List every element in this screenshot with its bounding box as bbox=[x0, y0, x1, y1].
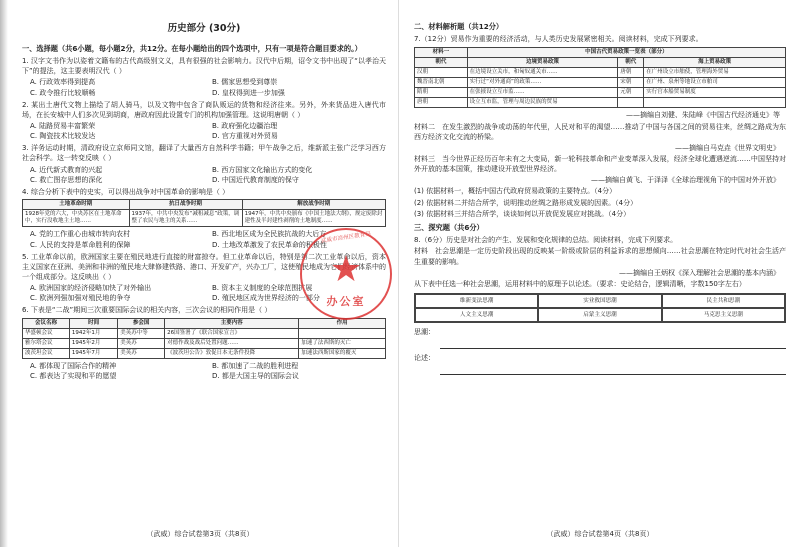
question-7-stem: 7.（12分）贸易作为重要的经济活动，与人类历史发展紧密相关。阅读材料，完成下列要求。 bbox=[414, 35, 703, 44]
question-3 bbox=[22, 143, 386, 185]
table-header: 海上贸易政策 bbox=[644, 57, 786, 67]
table-cell: 实行官本船贸易制度 bbox=[644, 88, 786, 98]
option[interactable]: A. 近代新式教育的兴起 bbox=[30, 165, 103, 174]
question-6-options bbox=[22, 361, 386, 381]
table-cell: 1945年2月 bbox=[69, 338, 117, 348]
option[interactable]: C. 陶瓷技术比较发达 bbox=[30, 132, 96, 141]
question-5-stem: 5. 工业革命以前，欧洲国家主要在殖民地进行直接的财富掠夺。但工业革命以后，特别是第二次工业革命以后，资本主义国家在亚洲、美洲和非洲的殖民地大肆修建铁路、港口、开发矿产，兴办工厂，这使殖民地成为它们经济体系中的一个组成部分。这反映出（ ） bbox=[22, 252, 386, 282]
table-header: 时间 bbox=[69, 318, 117, 328]
table-header: 朝代 bbox=[618, 57, 644, 67]
option[interactable]: A. 都体现了国际合作的精神 bbox=[30, 362, 117, 371]
table-header: 会议名称 bbox=[23, 318, 70, 328]
table-cell: 《波茨坦公告》敦促日本无条件投降 bbox=[165, 349, 299, 359]
option[interactable]: D. 土地改革激发了农民革命的积极性 bbox=[212, 240, 327, 249]
question-1-options bbox=[22, 77, 386, 97]
table-header: 抗日战争时期 bbox=[129, 200, 242, 210]
table-caption: 中国古代贸易政策一览表（部分） bbox=[467, 47, 785, 57]
table-cell: 雅尔塔会议 bbox=[23, 338, 70, 348]
question-6-table bbox=[22, 318, 386, 360]
question-8-stem: 8.（6分）历史是对社会的产生、发展和变化规律的总结。阅读材料，完成下列要求。 bbox=[414, 236, 678, 245]
option[interactable]: D. 官方重视对外贸易 bbox=[212, 132, 278, 141]
table-cell: 加速法西斯国家的覆灭 bbox=[299, 349, 386, 359]
material-source: ——摘编自王炳权《深入理解社会思潮的基本内涵》 bbox=[619, 268, 780, 277]
option[interactable]: A. 党的工作重心由城市转向农村 bbox=[30, 230, 131, 239]
table-cell: 美英苏 bbox=[118, 349, 165, 359]
material-3: 材料三 当今世界正经历百年未有之大变局，新一轮科技革命和产业变革深入发展，经济全球化遭遇逆流……中国坚持对外开放的基本国策，推动建设开放型世界经济。 bbox=[414, 154, 786, 174]
table-cell: 26国签署了《联合国家宣言》 bbox=[165, 328, 299, 338]
option[interactable]: C. 人民的支持是革命胜利的保障 bbox=[30, 240, 131, 249]
seal-bottom-text: 办公室 bbox=[326, 295, 366, 308]
material-source: ——摘编自黄飞、于泽泽《全球治理视角下的中国对外开放》 bbox=[591, 176, 780, 185]
grid-cell: 实业救国思潮 bbox=[538, 294, 661, 308]
table-row bbox=[23, 349, 386, 359]
table-cell: 设立互市监，管理与周边民族的贸易 bbox=[467, 98, 618, 108]
table-cell: 元朝 bbox=[618, 88, 644, 98]
option[interactable]: B. 儒家思想受到尊崇 bbox=[212, 78, 278, 87]
table-cell: 唐朝 bbox=[415, 98, 468, 108]
option[interactable]: B. 西方国家文化输出方式的变化 bbox=[212, 165, 313, 174]
table-cell: 1942年1月 bbox=[69, 328, 117, 338]
grid-cell: 启蒙主义思潮 bbox=[538, 308, 661, 322]
question-1 bbox=[22, 56, 386, 98]
official-seal bbox=[300, 228, 392, 320]
option[interactable]: C. 欧洲列强加强对殖民地的争夺 bbox=[30, 294, 131, 303]
table-header: 朝代 bbox=[415, 57, 468, 67]
option[interactable]: D. 都是大国主导的国际会议 bbox=[212, 372, 299, 381]
table-cell: 加速了法西斯的灭亡 bbox=[299, 338, 386, 348]
material-2: 材料二 在发生激烈的战争或动荡的年代里，人民对和平的渴望……推动了中国与各国之间的贸易往来，丝绸之路成为东西方经济文化交流的桥梁。 bbox=[414, 122, 786, 141]
table-cell: 在张掖设立互市监…… bbox=[467, 88, 618, 98]
table-header: 边境贸易政策 bbox=[467, 57, 618, 67]
option[interactable]: B. 资本主义制度的全球范围扩展 bbox=[212, 284, 313, 293]
question-2-options bbox=[22, 121, 386, 141]
option[interactable]: C. 都表达了实现和平的愿望 bbox=[30, 372, 117, 381]
question-6-stem: 6. 下表是“二战”期间三次重要国际会议的相关内容，三次会议的相同作用是（ ） bbox=[22, 306, 272, 315]
table-cell: 隋朝 bbox=[415, 88, 468, 98]
table-cell: 1928年党的六大，中央苏区在土地革命中，实行没收地主土地…… bbox=[23, 210, 130, 227]
trade-policy-table bbox=[414, 47, 786, 109]
question-1-stem: 1. 汉字文书作为以姿着文籍布的古代高级别文义，具有很强的社会影响力。汉代中后期，诏令文书中出现了“以孝治天下”的提法，这主要表明汉代（ ） bbox=[22, 57, 386, 76]
material-label: 材料一 bbox=[415, 47, 468, 57]
table-row bbox=[415, 88, 786, 98]
option[interactable]: A. 行政效率得到提高 bbox=[30, 78, 96, 87]
table-cell: 1945年7月 bbox=[69, 349, 117, 359]
option[interactable]: D. 皇权得到进一步加强 bbox=[212, 88, 285, 97]
option[interactable]: C. 政令推行比较顺畅 bbox=[30, 88, 96, 97]
grid-cell: 民主共和思潮 bbox=[662, 294, 785, 308]
table-row bbox=[415, 78, 786, 88]
page-footer: （武威）综合试卷第4页（共8页） bbox=[546, 529, 654, 538]
table-cell: 1947年，中共中央颁布《中国土地法大纲》，规定废除封建性及半封建性剥削的土地制度…… bbox=[242, 210, 385, 227]
table-row bbox=[23, 338, 386, 348]
table-cell: 美英苏中等 bbox=[118, 328, 165, 338]
table-header: 主要内容 bbox=[165, 318, 299, 328]
right-page bbox=[400, 0, 800, 547]
table-cell: 对德作战及战后处置问题…… bbox=[165, 338, 299, 348]
table-cell: 汉朝 bbox=[415, 67, 468, 77]
answer-line[interactable] bbox=[440, 339, 786, 349]
material-source: ——摘编自刘健、朱陆峰《中国古代经济通史》等 bbox=[626, 111, 780, 120]
answer-label: 论述： bbox=[414, 354, 435, 363]
table-header: 解放战争时期 bbox=[242, 200, 385, 210]
option[interactable]: B. 都加速了二战的胜利进程 bbox=[212, 362, 299, 371]
table-cell bbox=[644, 98, 786, 108]
option[interactable]: A. 陆路贸易丰富繁荣 bbox=[30, 122, 96, 131]
thought-trend-grid bbox=[414, 293, 786, 323]
question-3-options bbox=[22, 165, 386, 185]
table-cell: 美英苏 bbox=[118, 338, 165, 348]
table-cell: 在广州、泉州等地设立市舶司 bbox=[644, 78, 786, 88]
option[interactable]: A. 欧洲国家的经济侵略加快了对外输出 bbox=[30, 284, 152, 293]
table-cell: 华盛顿会议 bbox=[23, 328, 70, 338]
grid-cell: 人文主义思潮 bbox=[415, 308, 538, 322]
material-source: ——摘编自马克垚《世界文明史》 bbox=[675, 143, 780, 152]
table-cell: 在边境设立关市，和匈奴通关市…… bbox=[467, 67, 618, 77]
part2-title: 二、材料解析题（共12分） bbox=[414, 22, 504, 31]
answer-label: 思潮： bbox=[414, 328, 435, 337]
part1-title: 一、选择题（共6小题，每小题2分，共12分。在每小题给出的四个选项中，只有一项是符合题目要求的。） bbox=[22, 43, 362, 53]
question-4-table bbox=[22, 199, 386, 227]
question-7-ask: (1) 依据材料一，概括中国古代政府贸易政策的主要特点。（4分） bbox=[414, 187, 617, 196]
question-2 bbox=[22, 100, 386, 142]
table-header: 土地革命时期 bbox=[23, 200, 130, 210]
grid-cell: 维新变法思潮 bbox=[415, 294, 538, 308]
question-2-stem: 2. 某出土唐代文物上描绘了胡人骑马，以及文物中包含了商队贩运的货物和经济往来。另外，外来货品进入唐代市场，在长安城中人们多次见到胡商，唐政府因此设置专门的机构加强管理。这说明唐朝（ ） bbox=[22, 100, 386, 119]
question-4-stem: 4. 综合分析下表中的史实，可以得出战争对中国革命的影响是（ ） bbox=[22, 187, 230, 196]
option[interactable]: D. 中国近代教育制度的保守 bbox=[212, 175, 299, 184]
table-cell: 1937年，中共中央发布“减租减息”政策，调整了农民与地主的关系…… bbox=[129, 210, 242, 227]
question-8-ask: 从下表中任选一种社会思潮，运用材料中的原理予以论述。（要求：史论结合，逻辑清晰，字数150字左右） bbox=[414, 279, 746, 288]
table-cell: 实行过“对外通商”的政策…… bbox=[467, 78, 618, 88]
option[interactable]: B. 西北地区成为全民族抗战的大后方 bbox=[212, 230, 327, 239]
seal-ring-text: 武威市凉州区教育局 bbox=[320, 231, 372, 245]
table-header: 作用 bbox=[299, 318, 386, 328]
question-7-ask: (2) 依据材料二并结合所学，说明推动丝绸之路形成发展的因素。（4分） bbox=[414, 198, 638, 207]
table-row bbox=[415, 98, 786, 108]
table-header: 参会国 bbox=[118, 318, 165, 328]
material: 材料 社会思潮是一定历史阶段出现的反映某一阶级或阶层的利益诉求的思想倾向……社会思潮在特定时代对社会生活产生重要的影响。 bbox=[414, 247, 786, 266]
question-7-ask: (3) 依据材料三并结合所学，谈谈如何以开放促发展应对挑战。（4分） bbox=[414, 209, 631, 218]
option[interactable]: B. 政府强化边疆治理 bbox=[212, 122, 278, 131]
table-row bbox=[415, 67, 786, 77]
section-title: 历史部分 (30分) bbox=[167, 23, 241, 34]
answer-line[interactable] bbox=[440, 365, 786, 375]
grid-cell: 马克思主义思潮 bbox=[662, 308, 785, 322]
table-cell: 魏晋南北朝 bbox=[415, 78, 468, 88]
part3-title: 三、探究题（共6分） bbox=[414, 222, 484, 232]
table-row bbox=[23, 328, 386, 338]
question-3-stem: 3. 洋务运动时期，清政府设立京师同文馆，翻译了大量西方自然科学书籍；甲午战争之后，维新派主张广泛学习西方社会科学。这一转变反映（ ） bbox=[22, 144, 386, 163]
page-footer: （武威）综合试卷第3页（共8页） bbox=[146, 529, 254, 538]
table-cell: 波茨坦会议 bbox=[23, 349, 70, 359]
option[interactable]: C. 救亡图存思想的深化 bbox=[30, 175, 103, 184]
page-divider bbox=[398, 0, 399, 547]
table-cell: 唐朝 bbox=[618, 67, 644, 77]
table-cell: 在广州设立市舶使，管理海外贸易 bbox=[644, 67, 786, 77]
star-icon: ★ bbox=[329, 249, 363, 290]
table-cell bbox=[618, 98, 644, 108]
table-cell: 宋朝 bbox=[618, 78, 644, 88]
table-cell bbox=[299, 328, 386, 338]
option[interactable]: D. 殖民地区成为世界经济的一部分 bbox=[212, 294, 320, 303]
